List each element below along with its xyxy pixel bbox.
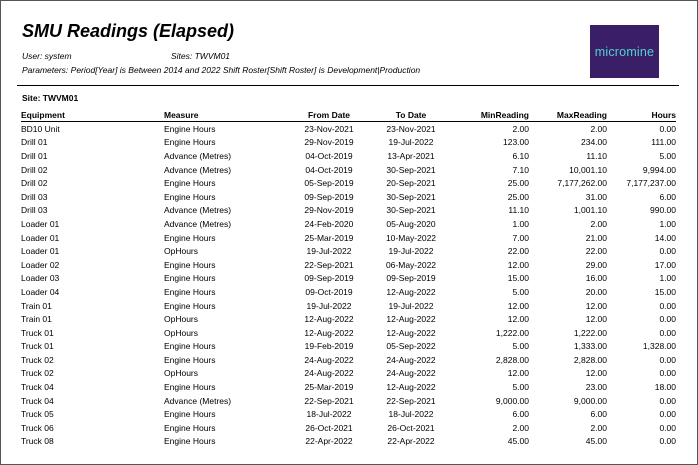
measure-cell: Engine Hours (164, 436, 216, 447)
max-reading-cell: 45.00 (585, 436, 607, 447)
to-date-cell: 18-Jul-2022 (388, 409, 434, 420)
from-date-cell: 26-Oct-2021 (305, 422, 353, 433)
max-reading-cell: 20.00 (585, 286, 607, 297)
max-reading-cell: 12.00 (585, 314, 607, 325)
max-reading-cell: 31.00 (585, 191, 607, 202)
from-date-cell: 29-Nov-2019 (304, 137, 354, 148)
hours-cell: 1.00 (659, 218, 676, 229)
col-hours: Hours (607, 109, 676, 122)
max-reading-cell: 23.00 (585, 382, 607, 393)
table-row (21, 340, 676, 354)
table-row (21, 312, 676, 326)
hours-cell: 17.00 (654, 259, 676, 270)
max-reading-cell: 7,177,262.00 (557, 178, 607, 189)
max-reading-cell: 1,001.10 (573, 205, 607, 216)
min-reading-cell: 123.00 (503, 137, 529, 148)
to-date-cell: 30-Sep-2021 (386, 191, 436, 202)
max-reading-cell: 2,828.00 (573, 354, 607, 365)
from-date-cell: 04-Oct-2019 (305, 150, 353, 161)
report-title: SMU Readings (Elapsed) (22, 21, 235, 41)
measure-cell: Advance (Metres) (164, 150, 232, 161)
measure-cell: OpHours (164, 368, 199, 379)
measure-cell: OpHours (164, 246, 199, 257)
col-max-reading: MaxReading (529, 109, 607, 122)
equipment-cell: Truck 04 (21, 395, 54, 406)
min-reading-cell: 6.00 (512, 409, 529, 420)
table-row (21, 407, 676, 421)
measure-cell: Engine Hours (164, 137, 216, 148)
min-reading-cell: 15.00 (507, 273, 529, 284)
max-reading-cell: 21.00 (585, 232, 607, 243)
equipment-cell: Drill 03 (21, 191, 48, 202)
min-reading-cell: 11.10 (508, 205, 529, 216)
max-reading-cell: 10,001.10 (569, 164, 607, 175)
table-row (21, 217, 676, 231)
max-reading-cell: 22.00 (585, 246, 607, 257)
table-row (21, 176, 676, 190)
col-equipment: Equipment (21, 109, 164, 122)
equipment-cell: Loader 03 (21, 273, 60, 284)
to-date-cell: 05-Sep-2022 (386, 341, 436, 352)
table-row (21, 380, 676, 394)
equipment-cell: Drill 02 (21, 164, 48, 175)
to-date-cell: 20-Sep-2021 (386, 178, 436, 189)
measure-cell: Engine Hours (164, 409, 216, 420)
to-date-cell: 13-Apr-2021 (387, 150, 435, 161)
site-heading: Site: TWVM01 (22, 93, 79, 103)
hours-cell: 1,328.00 (642, 341, 676, 352)
hours-cell: 15.00 (654, 286, 676, 297)
min-reading-cell: 12.00 (507, 300, 529, 311)
min-reading-cell: 5.00 (512, 286, 529, 297)
to-date-cell: 06-May-2022 (385, 259, 437, 270)
hours-cell: 990.00 (650, 205, 676, 216)
from-date-cell: 24-Aug-2022 (304, 368, 354, 379)
table-row (21, 190, 676, 204)
hours-cell: 0.00 (659, 123, 676, 134)
max-reading-cell: 234.00 (581, 137, 607, 148)
table-body (21, 122, 676, 449)
to-date-cell: 24-Aug-2022 (386, 368, 436, 379)
from-date-cell: 22-Sep-2021 (304, 259, 354, 270)
col-to-date: To Date (369, 109, 453, 122)
min-reading-cell: 12.00 (507, 259, 529, 270)
col-measure: Measure (164, 109, 289, 122)
from-date-cell: 23-Nov-2021 (304, 123, 354, 134)
min-reading-cell: 9,000.00 (495, 395, 529, 406)
measure-cell: Engine Hours (164, 178, 216, 189)
from-date-cell: 22-Sep-2021 (304, 395, 354, 406)
equipment-cell: Truck 01 (21, 341, 54, 352)
equipment-cell: Truck 08 (21, 436, 54, 447)
table-row (21, 299, 676, 313)
measure-cell: Engine Hours (164, 273, 216, 284)
sites-label: Sites: TWVM01 (171, 51, 231, 61)
max-reading-cell: 2.00 (590, 218, 607, 229)
measure-cell: Engine Hours (164, 191, 216, 202)
from-date-cell: 05-Sep-2019 (304, 178, 354, 189)
from-date-cell: 19-Feb-2019 (304, 341, 354, 352)
min-reading-cell: 6.10 (512, 150, 529, 161)
table-row (21, 122, 676, 136)
table-row (21, 231, 676, 245)
max-reading-cell: 6.00 (590, 409, 607, 420)
table-header-row (21, 109, 676, 122)
from-date-cell: 09-Oct-2019 (305, 286, 353, 297)
hours-cell: 0.00 (659, 409, 676, 420)
measure-cell: Engine Hours (164, 286, 216, 297)
col-from-date: From Date (289, 109, 369, 122)
equipment-cell: Train 01 (21, 300, 52, 311)
table-row (21, 421, 676, 435)
table-row (21, 244, 676, 258)
equipment-cell: Train 01 (21, 314, 52, 325)
hours-cell: 7,177,237.00 (626, 178, 676, 189)
from-date-cell: 18-Jul-2022 (306, 409, 352, 420)
measure-cell: Advance (Metres) (164, 164, 232, 175)
to-date-cell: 19-Jul-2022 (388, 300, 434, 311)
equipment-cell: Loader 02 (21, 259, 60, 270)
to-date-cell: 19-Jul-2022 (388, 246, 434, 257)
max-reading-cell: 12.00 (585, 368, 607, 379)
measure-cell: Engine Hours (164, 259, 216, 270)
to-date-cell: 12-Aug-2022 (386, 382, 436, 393)
to-date-cell: 23-Nov-2021 (386, 123, 436, 134)
smu-readings-table (21, 109, 676, 448)
min-reading-cell: 12.00 (507, 314, 529, 325)
measure-cell: Engine Hours (164, 341, 216, 352)
hours-cell: 111.00 (651, 137, 676, 148)
hours-cell: 0.00 (659, 300, 676, 311)
to-date-cell: 26-Oct-2021 (387, 422, 435, 433)
table-row (21, 272, 676, 286)
hours-cell: 18.00 (654, 382, 676, 393)
min-reading-cell: 25.00 (507, 178, 529, 189)
measure-cell: Engine Hours (164, 354, 216, 365)
hours-cell: 14.00 (654, 232, 676, 243)
max-reading-cell: 9,000.00 (573, 395, 607, 406)
equipment-cell: Drill 03 (21, 205, 48, 216)
max-reading-cell: 29.00 (585, 259, 607, 270)
equipment-cell: Truck 01 (21, 327, 54, 338)
max-reading-cell: 2.00 (590, 422, 607, 433)
from-date-cell: 22-Apr-2022 (305, 436, 353, 447)
table-row (21, 394, 676, 408)
equipment-cell: Drill 01 (21, 150, 48, 161)
equipment-cell: Drill 02 (21, 178, 48, 189)
to-date-cell: 19-Jul-2022 (388, 137, 434, 148)
hours-cell: 0.00 (659, 395, 676, 406)
hours-cell: 0.00 (659, 327, 676, 338)
max-reading-cell: 1,222.00 (573, 327, 607, 338)
max-reading-cell: 12.00 (585, 300, 607, 311)
equipment-cell: BD10 Unit (21, 123, 60, 134)
equipment-cell: Loader 01 (21, 246, 60, 257)
max-reading-cell: 2.00 (590, 123, 607, 134)
max-reading-cell: 16.00 (585, 273, 607, 284)
hours-cell: 0.00 (659, 436, 676, 447)
parameters-label: Parameters: Period[Year] is Between 2014 and 2022 Shift Roster[Shift Roster] is Development|Production (22, 65, 421, 75)
from-date-cell: 29-Nov-2019 (304, 205, 354, 216)
to-date-cell: 24-Aug-2022 (386, 354, 436, 365)
header-divider (17, 85, 679, 86)
min-reading-cell: 12.00 (507, 368, 529, 379)
equipment-cell: Truck 04 (21, 382, 54, 393)
measure-cell: Engine Hours (164, 123, 216, 134)
min-reading-cell: 5.00 (512, 382, 529, 393)
min-reading-cell: 7.00 (512, 232, 529, 243)
measure-cell: Advance (Metres) (164, 395, 232, 406)
from-date-cell: 19-Jul-2022 (306, 246, 352, 257)
min-reading-cell: 5.00 (512, 341, 529, 352)
hours-cell: 6.00 (659, 191, 676, 202)
measure-cell: Engine Hours (164, 232, 216, 243)
max-reading-cell: 11.10 (586, 150, 607, 161)
equipment-cell: Truck 02 (21, 354, 54, 365)
to-date-cell: 12-Aug-2022 (386, 327, 436, 338)
from-date-cell: 19-Jul-2022 (306, 300, 352, 311)
table-row (21, 149, 676, 163)
from-date-cell: 24-Aug-2022 (304, 354, 354, 365)
to-date-cell: 30-Sep-2021 (386, 164, 436, 175)
table-row (21, 353, 676, 367)
from-date-cell: 25-Mar-2019 (304, 232, 354, 243)
table-row (21, 163, 676, 177)
measure-cell: Advance (Metres) (164, 205, 232, 216)
measure-cell: OpHours (164, 327, 199, 338)
min-reading-cell: 2,828.00 (495, 354, 529, 365)
equipment-cell: Truck 06 (21, 422, 54, 433)
hours-cell: 0.00 (659, 368, 676, 379)
to-date-cell: 10-May-2022 (385, 232, 437, 243)
hours-cell: 5.00 (659, 150, 676, 161)
hours-cell: 9,994.00 (642, 164, 676, 175)
to-date-cell: 12-Aug-2022 (386, 286, 436, 297)
from-date-cell: 12-Aug-2022 (304, 327, 354, 338)
equipment-cell: Truck 02 (21, 368, 54, 379)
hours-cell: 0.00 (659, 246, 676, 257)
equipment-cell: Truck 05 (21, 409, 54, 420)
equipment-cell: Loader 04 (21, 286, 60, 297)
min-reading-cell: 45.00 (507, 436, 529, 447)
table-row (21, 435, 676, 449)
from-date-cell: 09-Sep-2019 (304, 191, 354, 202)
from-date-cell: 24-Feb-2020 (304, 218, 354, 229)
to-date-cell: 05-Aug-2020 (386, 218, 436, 229)
hours-cell: 0.00 (659, 314, 676, 325)
from-date-cell: 09-Sep-2019 (304, 273, 354, 284)
micromine-logo: micromine (590, 25, 659, 78)
from-date-cell: 12-Aug-2022 (304, 314, 354, 325)
from-date-cell: 04-Oct-2019 (305, 164, 353, 175)
min-reading-cell: 2.00 (512, 123, 529, 134)
hours-cell: 0.00 (659, 354, 676, 365)
table-row (21, 285, 676, 299)
user-label: User: system (22, 51, 72, 61)
to-date-cell: 22-Apr-2022 (387, 436, 435, 447)
hours-cell: 1.00 (659, 273, 676, 284)
min-reading-cell: 7.10 (512, 164, 529, 175)
min-reading-cell: 1,222.00 (495, 327, 529, 338)
to-date-cell: 22-Sep-2021 (386, 395, 436, 406)
col-min-reading: MinReading (453, 109, 529, 122)
to-date-cell: 12-Aug-2022 (386, 314, 436, 325)
equipment-cell: Loader 01 (21, 218, 60, 229)
table-row (21, 258, 676, 272)
from-date-cell: 25-Mar-2019 (304, 382, 354, 393)
measure-cell: Advance (Metres) (164, 218, 232, 229)
to-date-cell: 30-Sep-2021 (386, 205, 436, 216)
equipment-cell: Drill 01 (21, 137, 48, 148)
measure-cell: Engine Hours (164, 422, 216, 433)
min-reading-cell: 22.00 (507, 246, 529, 257)
min-reading-cell: 1.00 (512, 218, 529, 229)
measure-cell: OpHours (164, 314, 199, 325)
measure-cell: Engine Hours (164, 300, 216, 311)
hours-cell: 0.00 (659, 422, 676, 433)
max-reading-cell: 1,333.00 (573, 341, 607, 352)
measure-cell: Engine Hours (164, 382, 216, 393)
table-row (21, 367, 676, 381)
table-row (21, 204, 676, 218)
to-date-cell: 09-Sep-2019 (386, 273, 436, 284)
table-row (21, 136, 676, 150)
min-reading-cell: 2.00 (512, 422, 529, 433)
table-row (21, 326, 676, 340)
equipment-cell: Loader 01 (21, 232, 60, 243)
min-reading-cell: 25.00 (507, 191, 529, 202)
